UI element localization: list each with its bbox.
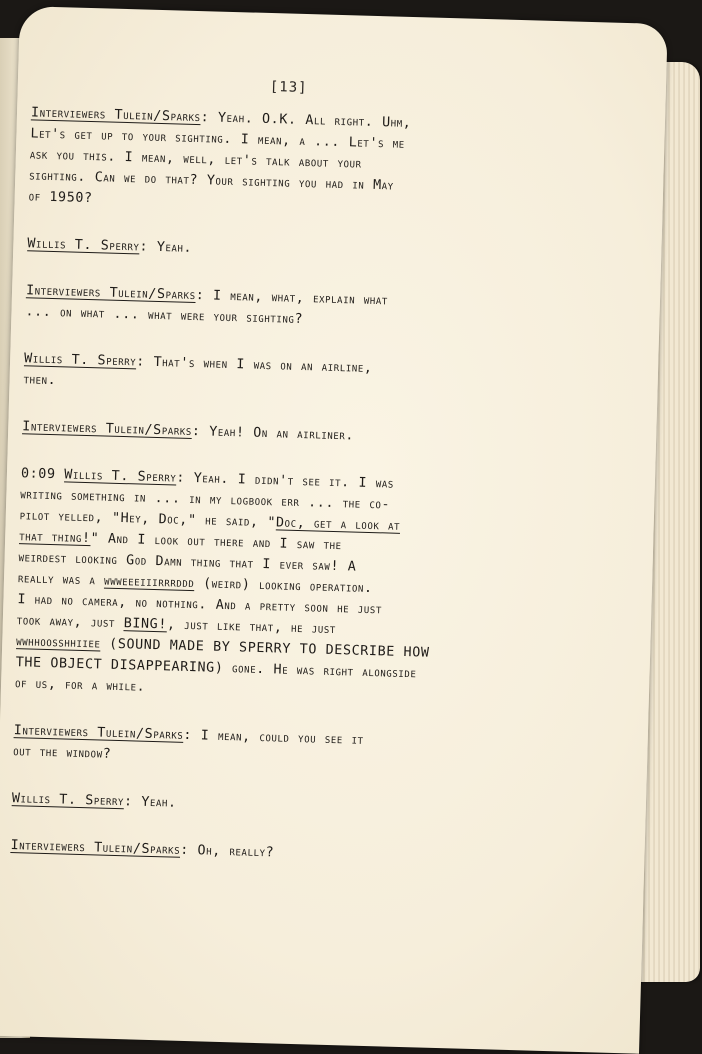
dialogue-line: : I mean, could you see it (183, 727, 364, 748)
speaker-name: Interviewers Tulein/Sparks (25, 283, 196, 304)
dialogue-line: ... on what ... what were your sighting? (25, 304, 304, 328)
speaker-name: Interviewers Tulein/Sparks (30, 105, 201, 126)
dialogue-line: weirdest looking God Damn thing that I ever saw! A (18, 550, 357, 575)
speaker-name: Willis T. Sperry (64, 467, 177, 486)
dialogue-line: out the window? (12, 744, 112, 762)
dialogue-line: , just like that, he just (166, 617, 337, 638)
document-page (0, 6, 668, 1054)
dialogue-line: (SOUND MADE BY SPERRY TO DESCRIBE HOW (100, 636, 430, 661)
page-number: [13] (269, 79, 308, 97)
dialogue-line: : I mean, what, explain what (195, 288, 389, 309)
dialogue-line: of us, for a while. (14, 676, 146, 695)
dialogue-line: THE OBJECT DISAPPEARING) gone. He was right alongside (15, 655, 417, 682)
dialogue-line: (weird) looking operation. (194, 576, 373, 597)
dialogue-line: I had no camera, no nothing. And a pretty soon he just (17, 592, 383, 618)
transcript-entry (13, 720, 484, 775)
dialogue-line: : Yeah! On an airliner. (191, 423, 355, 444)
transcript-entry (22, 416, 492, 450)
speaker-name: Interviewers Tulein/Sparks (10, 838, 181, 858)
dialogue-line: pilot yelled, "Hey, Doc," he said, " (19, 508, 277, 531)
underlined-sound: wwhhoosshhiiee (16, 634, 101, 652)
transcript-entry (27, 233, 497, 267)
transcript-entry (28, 102, 501, 220)
underlined-quote: Doc, get a look at (275, 515, 401, 534)
dialogue-line: sighting. Can we do that? Your sighting you had in May (29, 168, 394, 194)
dialogue-line: took away, just (16, 613, 124, 632)
underlined-sound: BING! (123, 616, 168, 633)
transcript-entry (10, 835, 480, 869)
dialogue-line: ask you this. I mean, well, let's talk about your (29, 147, 362, 172)
transcript-body (10, 102, 502, 895)
speaker-name: Willis T. Sperry (27, 236, 140, 255)
transcript-entry (15, 463, 491, 707)
speaker-name: Interviewers Tulein/Sparks (22, 419, 193, 439)
dialogue-line: of 1950? (28, 189, 93, 207)
dialogue-line: " And I look out there and I saw the (90, 531, 342, 554)
dialogue-line: then. (23, 372, 57, 389)
timestamp: 0:09 (20, 466, 56, 483)
dialogue-line: : That's when I was on an airline, (136, 354, 373, 376)
dialogue-line: : Yeah. (123, 794, 177, 811)
speaker-name: Willis T. Sperry (11, 791, 125, 810)
transcript-entry (12, 788, 482, 822)
transcript-entry (23, 348, 494, 403)
underlined-quote: that thing! (18, 529, 91, 547)
dialogue-line: really was a (17, 571, 105, 589)
dialogue-line: : Yeah. I didn't see it. I was (176, 470, 395, 492)
dialogue-line: : Oh, really? (179, 842, 275, 861)
dialogue-line: writing something in ... in my logbook err ... the co- (20, 487, 391, 513)
underlined-sound: wwweeeiiirrrddd (103, 573, 195, 592)
speaker-name: Willis T. Sperry (23, 351, 137, 370)
dialogue-line: : Yeah. (139, 239, 193, 256)
dialogue-line: Let's get up to your sighting. I mean, a ... Let's me (30, 126, 405, 152)
dialogue-line: : Yeah. O.K. All right. Uhm, (200, 110, 412, 131)
speaker-name: Interviewers Tulein/Sparks (13, 723, 184, 743)
transcript-entry (25, 280, 496, 335)
